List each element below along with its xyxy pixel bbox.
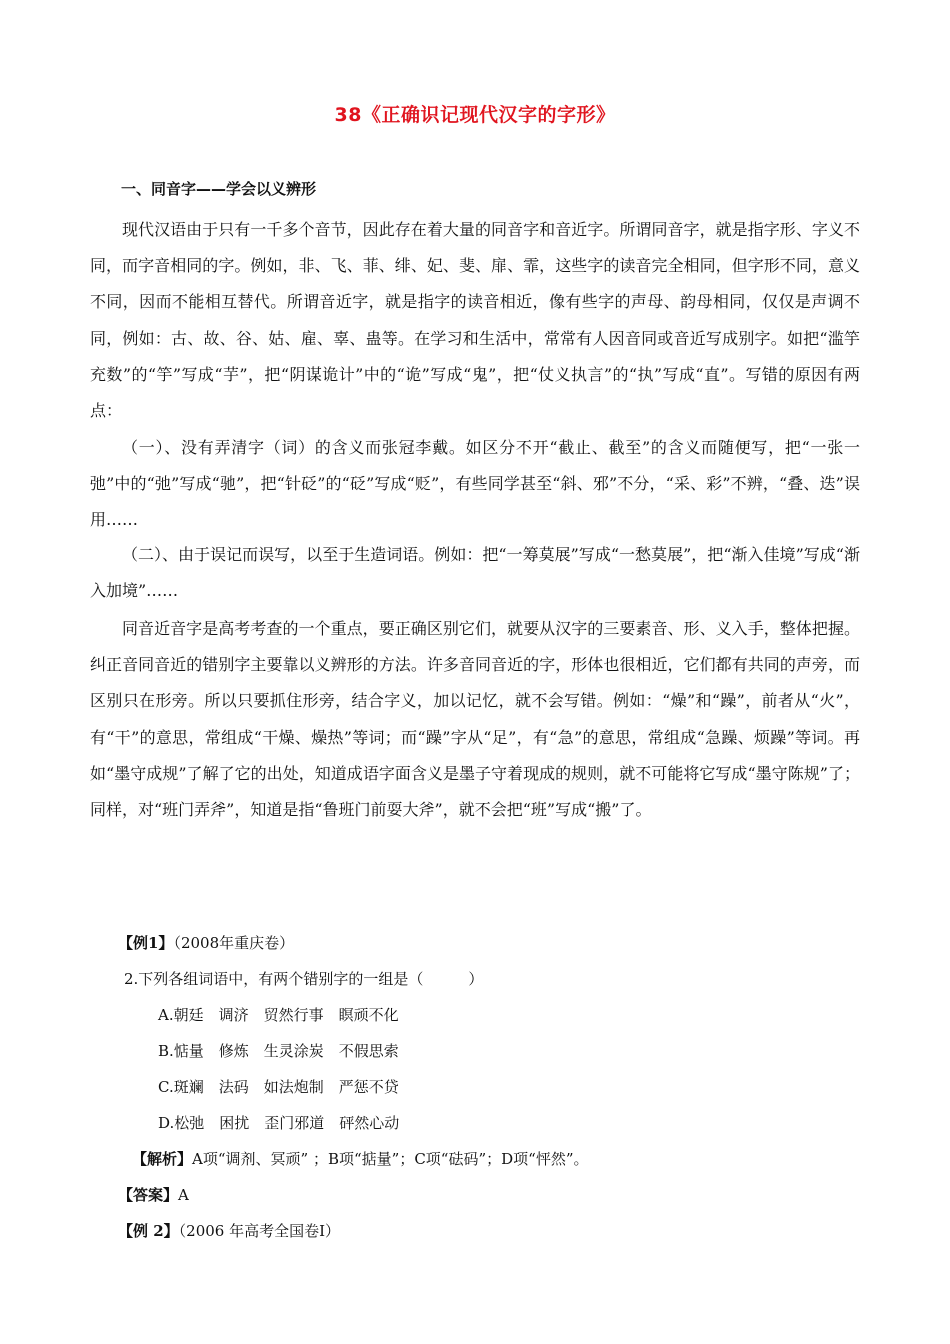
example-1-heading [118, 932, 294, 953]
paragraph-method: 同音近音字是高考考查的一个重点，要正确区别它们，就要从汉字的三要素音、形、义入手，整体把握。纠正音同音近的错别字主要靠以义辨形的方法。许多音同音近的字，形体也很相近，它们都有共同的声旁，而区别只在形旁。所以只要抓住形旁，结合字义，加以记忆，就不会写错。例如：“燥”和“躁”，前者从“火”，有“干”的意思，常组成“干燥、燥热”等词；而“躁”字从“足”，有“急”的意思，常组成“急躁、烦躁”等词。再如“墨守成规”了解了它的出处，知道成语字面含义是墨子守着现成的规则，就不可能将它写成“墨守陈规”了；同样，对“班门弄斧”，知道是指“鲁班门前耍大斧”，就不会把“班”写成“搬”了。 [90, 619, 860, 820]
example-1-label: 【例1】 [118, 934, 174, 952]
section-heading: 一、同音字——学会以义辨形 [121, 180, 317, 198]
option-b: B.惦量 修炼 生灵涂炭 不假思索 [158, 1042, 399, 1060]
analysis-label: 【解析】 [132, 1150, 193, 1168]
example-1-source: （2008年重庆卷） [173, 934, 295, 952]
paragraph-intro: 现代汉语由于只有一千多个音节，因此存在着大量的同音字和音近字。所谓同音字，就是指字形、字义不同，而字音相同的字。例如，非、飞、菲、绯、妃、斐、扉、霏，这些字的读音完全相同，但字形不同，意义不同，因而不能相互替代。所谓音近字，就是指字的读音相近，像有些字的声母、韵母相同，仅仅是声调不同，例如：古、故、谷、姑、雇、辜、蛊等。在学习和生活中，常常有人因音同或音近写成别字。如把“滥竽充数”的“竽”写成“芋”，把“阴谋诡计”中的“诡”写成“鬼”，把“仗义执言”的“执”写成“直”。写错的原因有两点： [90, 220, 860, 421]
example-2-heading [118, 1220, 340, 1241]
question-text: 2.下列各组词语中，有两个错别字的一组是（ ） [124, 970, 484, 988]
paragraph-reason-one: （一）、没有弄清字（词）的含义而张冠李戴。如区分不开“截止、截至”的含义而随便写，把“一张一弛”中的“弛”写成“驰”，把“针砭”的“砭”写成“贬”，有些同学甚至“斜、邪”不分，“采、彩”不辨，“叠、迭”误用…… [90, 438, 860, 530]
example-2-label: 【例 2】 [118, 1222, 179, 1240]
example-2-source: （2006 年高考全国卷Ⅰ） [178, 1222, 341, 1240]
analysis-text: A项“调剂、冥顽” ；B项“掂量”；C项“砝码”；D项“怦然”。 [192, 1150, 589, 1168]
answer-line [118, 1184, 189, 1205]
paragraph-reason-two: （二）、由于误记而误写，以至于生造词语。例如：把“一筹莫展”写成“一愁莫展”，把“渐入佳境”写成“渐入加境”…… [90, 545, 860, 601]
answer-label: 【答案】 [118, 1186, 179, 1204]
analysis-line [132, 1148, 589, 1169]
document-title: 38《正确识记现代汉字的字形》 [334, 104, 616, 126]
answer-text: A [178, 1186, 189, 1204]
option-c: C.斑斓 法码 如法炮制 严惩不贷 [158, 1078, 399, 1096]
option-a: A.朝廷 调济 贸然行事 瞑顽不化 [158, 1006, 399, 1024]
option-d: D.松弛 困扰 歪门邪道 砰然心动 [158, 1114, 400, 1132]
